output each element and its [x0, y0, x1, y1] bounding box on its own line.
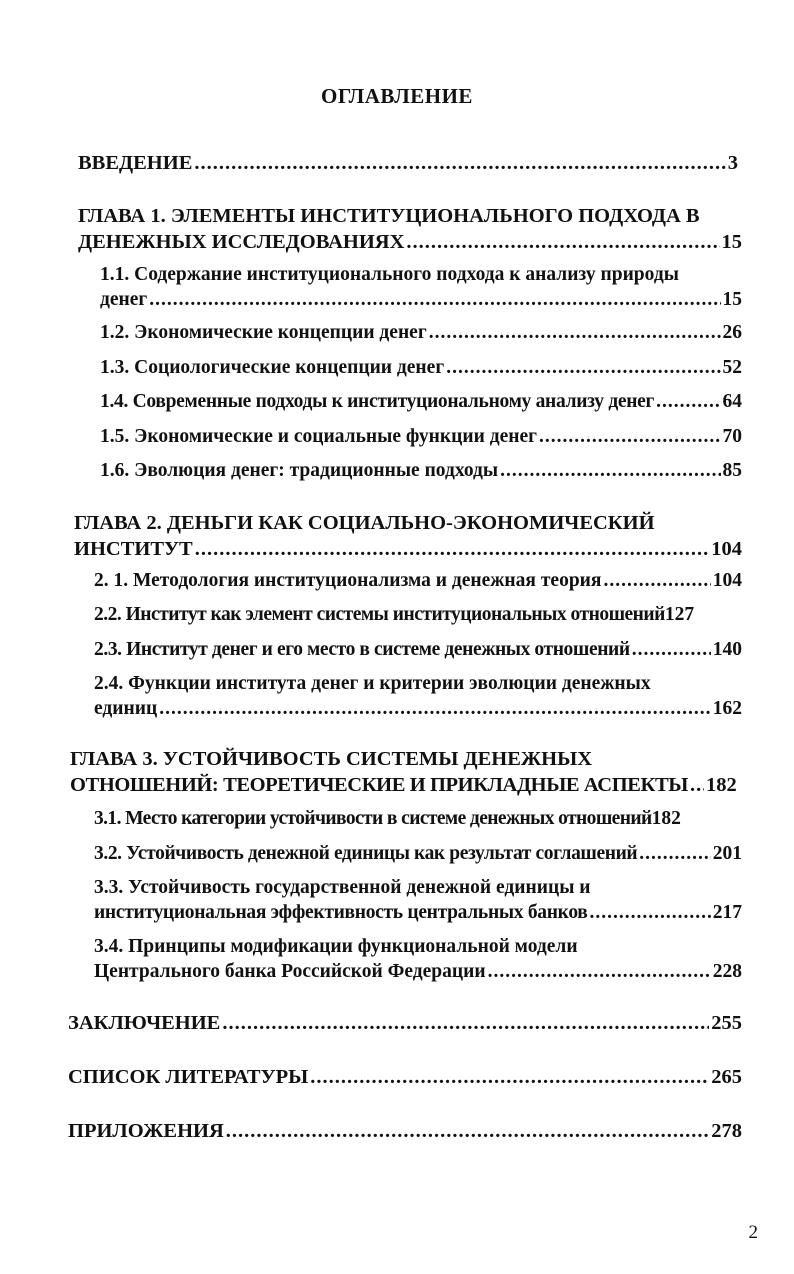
leader-dots: [690, 772, 704, 798]
toc-entry-page: 104: [712, 570, 742, 591]
toc-entry-page: 228: [712, 961, 742, 982]
toc-entry-2-4[interactable]: [94, 671, 742, 721]
toc-entry-page: 278: [711, 1120, 742, 1142]
toc-entry-title: 2. 1. Методология институционализма и денежная теория: [94, 570, 602, 591]
toc-entry-title-line1: 3.3. Устойчивость государственной денежной единицы и: [94, 877, 591, 898]
toc-entry-page: 182: [706, 774, 737, 796]
toc-entry-title: ЗАКЛЮЧЕНИЕ: [68, 1012, 221, 1034]
leader-dots: [194, 150, 725, 176]
toc-entry-2-3[interactable]: [94, 637, 742, 662]
toc-entry-2-2[interactable]: [94, 602, 746, 627]
leader-dots: [488, 959, 711, 984]
toc-entry-3-1[interactable]: [94, 806, 746, 831]
toc-entry-appendices[interactable]: [68, 1118, 742, 1144]
toc-entry-page: 127: [664, 604, 695, 625]
toc-entry-page: 3: [727, 152, 738, 174]
toc-entry-page: 201: [712, 843, 742, 864]
leader-dots: [159, 696, 711, 721]
toc-entry-page: 265: [711, 1066, 742, 1088]
toc-entry-title: денег: [100, 289, 148, 310]
toc-entry-page: 26: [722, 322, 742, 343]
toc-entry-title: 1.5. Экономические и социальные функции денег: [100, 426, 537, 447]
toc-entry-title: 3.1. Место категории устойчивости в системе денежных отношений: [94, 808, 652, 829]
toc-entry-chapter-3[interactable]: [70, 746, 742, 798]
toc-entry-3-4[interactable]: [94, 934, 742, 984]
toc-entry-conclusion[interactable]: [68, 1010, 742, 1036]
leader-dots: [446, 355, 720, 380]
toc-entry-title: 1.3. Социологические концепции денег: [100, 357, 445, 378]
toc-entry-page: 64: [722, 391, 742, 412]
leader-dots: [406, 229, 719, 255]
toc-entry-1-3[interactable]: [100, 355, 742, 380]
toc-entry-title: единиц: [94, 698, 158, 719]
toc-entry-page: 255: [711, 1012, 742, 1034]
leader-dots: [222, 1010, 709, 1036]
leader-dots: [149, 287, 720, 312]
toc-entry-page: 104: [711, 538, 742, 560]
toc-entry-title: ИНСТИТУТ: [74, 538, 193, 560]
toc-entry-title: ПРИЛОЖЕНИЯ: [68, 1120, 224, 1142]
leader-dots: [639, 841, 711, 866]
toc-entry-1-6[interactable]: [100, 458, 742, 483]
toc-entry-title-line1: 1.1. Содержание институционального подхода к анализу природы: [100, 264, 679, 285]
leader-dots: [500, 458, 720, 483]
toc-entry-title-line1: 2.4. Функции института денег и критерии эволюции денежных: [94, 673, 651, 694]
toc-entry-title-line1: 3.4. Принципы модификации функциональной модели: [94, 936, 578, 957]
leader-dots: [603, 568, 710, 593]
toc-entry-page: 52: [722, 357, 742, 378]
toc-entry-3-3[interactable]: [94, 875, 742, 925]
toc-entry-page: 162: [712, 698, 742, 719]
leader-dots: [226, 1118, 709, 1144]
toc-entry-title: ВВЕДЕНИЕ: [78, 152, 193, 174]
toc-entry-1-1[interactable]: [100, 262, 742, 312]
page-number: 2: [748, 1222, 758, 1243]
toc-entry-title-line1: ГЛАВА 1. ЭЛЕМЕНТЫ ИНСТИТУЦИОНАЛЬНОГО ПОДХОДА В: [78, 205, 700, 227]
toc-entry-title: 2.2. Институт как элемент системы институциональных отношений: [94, 604, 665, 625]
leader-dots: [632, 637, 711, 662]
toc-entry-3-2[interactable]: [94, 841, 742, 866]
leader-dots: [195, 536, 710, 562]
toc-heading: ОГЛАВЛЕНИЕ: [321, 84, 473, 108]
toc-entry-title: СПИСОК ЛИТЕРАТУРЫ: [68, 1066, 309, 1088]
toc-entry-chapter-1[interactable]: [78, 203, 742, 255]
toc-entry-page: 182: [651, 808, 681, 829]
toc-entry-1-4[interactable]: [100, 389, 742, 414]
toc-entry-introduction[interactable]: [78, 150, 738, 176]
leader-dots: [539, 424, 721, 449]
toc-entry-title: 1.2. Экономические концепции денег: [100, 322, 427, 343]
leader-dots: [656, 389, 720, 414]
toc-entry-title-line1: ГЛАВА 2. ДЕНЬГИ КАК СОЦИАЛЬНО-ЭКОНОМИЧЕСКИЙ: [74, 512, 655, 534]
toc-entry-title: 1.4. Современные подходы к институциональному анализу денег: [100, 391, 655, 412]
leader-dots: [310, 1064, 709, 1090]
toc-entry-title: ДЕНЕЖНЫХ ИССЛЕДОВАНИЯХ: [78, 231, 405, 253]
toc-entry-title: ОТНОШЕНИЙ: ТЕОРЕТИЧЕСКИЕ И ПРИКЛАДНЫЕ АСПЕКТЫ: [70, 774, 689, 796]
toc-entry-page: 70: [722, 426, 742, 447]
toc-entry-chapter-2[interactable]: [74, 510, 742, 562]
toc-entry-title: институциональная эффективность центральных банков: [94, 902, 588, 923]
leader-dots: [429, 320, 721, 345]
toc-entry-page: 140: [712, 639, 742, 660]
toc-entry-title: Центрального банка Российской Федерации: [94, 961, 486, 982]
toc-entry-title: 3.2. Устойчивость денежной единицы как результат соглашений: [94, 843, 638, 864]
toc-entry-title: 2.3. Институт денег и его место в системе денежных отношений: [94, 639, 630, 660]
toc-entry-1-5[interactable]: [100, 424, 742, 449]
toc-entry-2-1[interactable]: [94, 568, 742, 593]
toc-entry-1-2[interactable]: [100, 320, 742, 345]
toc-entry-title: 1.6. Эволюция денег: традиционные подходы: [100, 460, 499, 481]
toc-entry-page: 15: [721, 231, 742, 253]
toc-entry-title-line1: ГЛАВА 3. УСТОЙЧИВОСТЬ СИСТЕМЫ ДЕНЕЖНЫХ: [70, 748, 593, 770]
toc-entry-page: 217: [712, 902, 742, 923]
toc-entry-bibliography[interactable]: [68, 1064, 742, 1090]
leader-dots: [590, 900, 711, 925]
toc-entry-page: 85: [722, 460, 742, 481]
toc-entry-page: 15: [722, 289, 742, 310]
